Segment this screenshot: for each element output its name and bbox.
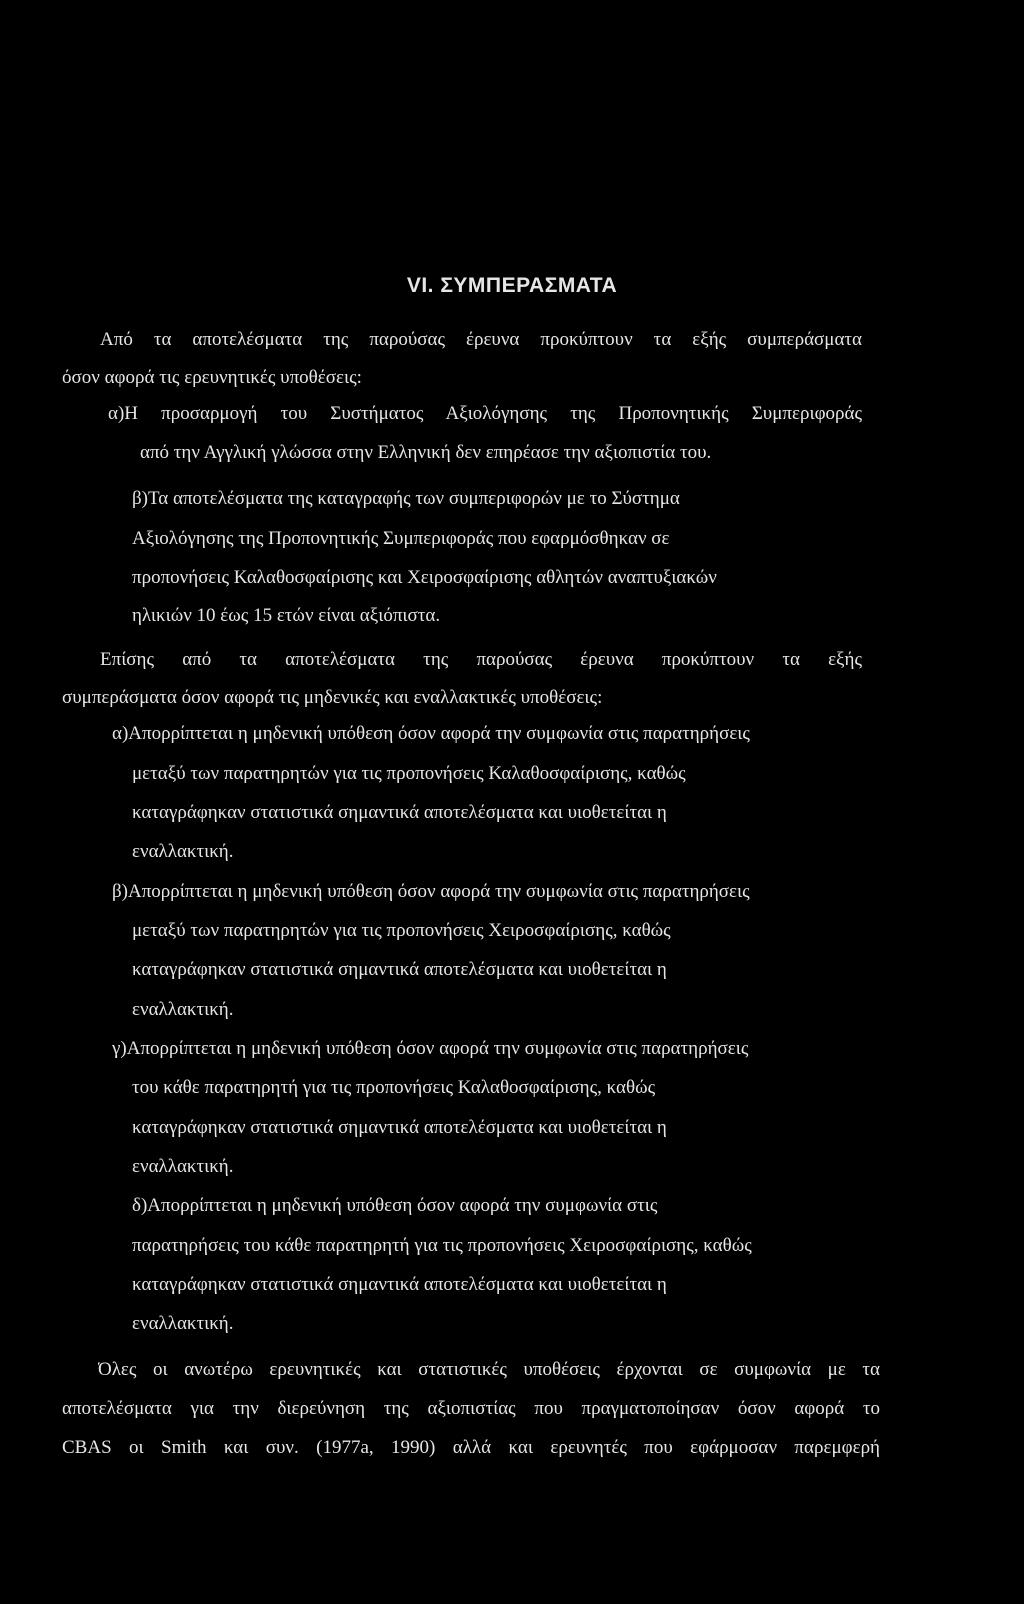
list-item-line: καταγράφηκαν στατιστικά σημαντικά αποτελέσματα και υιοθετείται η: [132, 802, 667, 823]
list-item-line: Αξιολόγησης της Προπονητικής Συμπεριφοράς που εφαρμόσθηκαν σε: [132, 528, 670, 549]
paragraph-line: συμπεράσματα όσον αφορά τις μηδενικές και εναλλακτικές υποθέσεις:: [62, 687, 603, 708]
list-item-line: παρατηρήσεις του κάθε παρατηρητή για τις προπονήσεις Χειροσφαίρισης, καθώς: [132, 1235, 752, 1256]
list-item-line: β)Τα αποτελέσματα της καταγραφής των συμπεριφορών με το Σύστημα: [132, 488, 680, 509]
section-heading: VI. ΣΥΜΠΕΡΑΣΜΑΤΑ: [406, 274, 618, 297]
list-item-line: από την Αγγλική γλώσσα στην Ελληνική δεν επηρέασε την αξιοπιστία του.: [140, 442, 712, 463]
list-item-line: καταγράφηκαν στατιστικά σημαντικά αποτελέσματα και υιοθετείται η: [132, 1117, 667, 1138]
list-item-line: μεταξύ των παρατηρητών για τις προπονήσεις Καλαθοσφαίρισης, καθώς: [132, 763, 686, 784]
paragraph-line: CBAS οι Smith και συν. (1977a, 1990) αλλά και ερευνητές που εφάρμοσαν παρεμφερή: [62, 1437, 880, 1458]
list-item-line: του κάθε παρατηρητή για τις προπονήσεις Καλαθοσφαίρισης, καθώς: [132, 1077, 656, 1098]
paragraph-line: αποτελέσματα για την διερεύνηση της αξιοπιστίας που πραγματοποίησαν όσον αφορά το: [62, 1398, 880, 1419]
list-item-line: γ)Απορρίπτεται η μηδενική υπόθεση όσον αφορά την συμφωνία στις παρατηρήσεις: [112, 1038, 749, 1059]
list-item-line: καταγράφηκαν στατιστικά σημαντικά αποτελέσματα και υιοθετείται η: [132, 1274, 667, 1295]
list-item-line: προπονήσεις Καλαθοσφαίρισης και Χειροσφαίρισης αθλητών αναπτυξιακών: [132, 567, 717, 588]
list-item-line: καταγράφηκαν στατιστικά σημαντικά αποτελέσματα και υιοθετείται η: [132, 959, 667, 980]
paragraph-line: Επίσης από τα αποτελέσματα της παρούσας έρευνα προκύπτουν τα εξής: [100, 649, 862, 670]
list-item-line: μεταξύ των παρατηρητών για τις προπονήσεις Χειροσφαίρισης, καθώς: [132, 920, 671, 941]
list-item-line: α)Απορρίπτεται η μηδενική υπόθεση όσον αφορά την συμφωνία στις παρατηρήσεις: [112, 723, 750, 744]
list-item-line: εναλλακτική.: [132, 999, 234, 1020]
paragraph-line: Όλες οι ανωτέρω ερευνητικές και στατιστικές υποθέσεις έρχονται σε συμφωνία με τα: [98, 1359, 880, 1380]
list-item-line: β)Απορρίπτεται η μηδενική υπόθεση όσον αφορά την συμφωνία στις παρατηρήσεις: [112, 881, 750, 902]
paragraph-line: Από τα αποτελέσματα της παρούσας έρευνα προκύπτουν τα εξής συμπεράσματα: [100, 329, 862, 350]
list-item-line: δ)Απορρίπτεται η μηδενική υπόθεση όσον αφορά την συμφωνία στις: [132, 1195, 658, 1216]
paragraph-line: όσον αφορά τις ερευνητικές υποθέσεις:: [62, 367, 362, 388]
list-item-line: α)Η προσαρμογή του Συστήματος Αξιολόγησης της Προπονητικής Συμπεριφοράς: [108, 403, 862, 424]
list-item-line: ηλικιών 10 έως 15 ετών είναι αξιόπιστα.: [132, 605, 441, 626]
list-item-line: εναλλακτική.: [132, 1313, 234, 1334]
list-item-line: εναλλακτική.: [132, 1156, 234, 1177]
list-item-line: εναλλακτική.: [132, 841, 234, 862]
